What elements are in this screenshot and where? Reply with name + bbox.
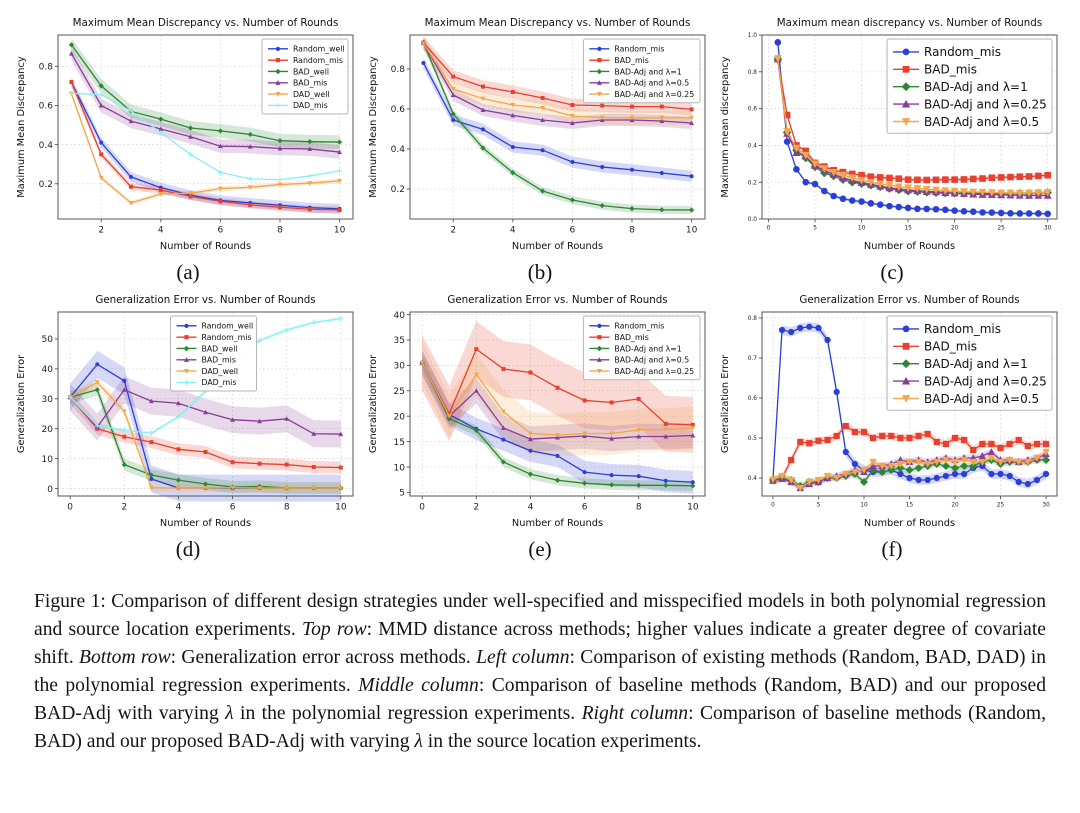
legend xyxy=(262,39,348,114)
x-tick-label: 30 xyxy=(1042,502,1050,509)
y-tick-label: 0.8 xyxy=(38,62,53,73)
caption-text: : Comparison of existing methods (Random, BAD, DAD) in the polynomial regression experiments. xyxy=(34,647,1047,697)
x-tick-label: 4 xyxy=(157,225,164,236)
legend xyxy=(887,39,1052,133)
subplot-label-c: (c) xyxy=(880,260,904,284)
figure-cell-b xyxy=(364,14,716,285)
chart-title: Generalization Error vs. Number of Rounds xyxy=(799,294,1020,306)
caption-italic: λ xyxy=(225,703,234,725)
subplot-label-a: (a) xyxy=(176,260,200,284)
y-tick-label: 0.0 xyxy=(747,217,757,224)
legend-label: BAD_mis xyxy=(201,355,236,365)
legend xyxy=(170,316,256,391)
x-tick-label: 15 xyxy=(905,502,914,509)
figure-cell-f xyxy=(716,291,1068,562)
legend-label: BAD-Adj and λ=0.25 xyxy=(924,374,1047,389)
chart-b-svg xyxy=(366,14,714,254)
x-tick-label: 25 xyxy=(997,225,1005,232)
legend-label: DAD_well xyxy=(292,89,330,99)
x-tick-label: 10 xyxy=(335,502,347,513)
chart-a xyxy=(14,14,362,254)
y-axis-label: Generalization Error xyxy=(16,354,27,454)
y-tick-label: 0.7 xyxy=(747,356,757,363)
legend-label: BAD_mis xyxy=(292,78,328,88)
x-tick-label: 6 xyxy=(217,225,224,236)
legend-label: BAD_mis xyxy=(614,55,649,65)
chart-f-svg xyxy=(718,291,1066,531)
legend-label: DAD_well xyxy=(201,366,239,376)
figure-caption xyxy=(34,588,1046,756)
y-tick-label: 0.6 xyxy=(747,396,757,403)
legend-label: BAD-Adj and λ=1 xyxy=(924,80,1028,95)
y-tick-label: 0.5 xyxy=(747,436,757,443)
figure-cell-a xyxy=(12,14,364,285)
x-tick-label: 2 xyxy=(121,502,128,513)
x-axis-label: Number of Rounds xyxy=(863,518,956,529)
legend-label: BAD_well xyxy=(292,67,330,77)
legend-label: BAD_mis xyxy=(614,332,649,342)
x-tick-label: 25 xyxy=(996,502,1005,509)
caption-text: : MMD distance across methods; higher values indicate a greater degree of covariate shift. xyxy=(34,619,1046,669)
x-axis-label: Number of Rounds xyxy=(159,241,252,252)
y-tick-label: 15 xyxy=(393,437,405,448)
x-tick-label: 6 xyxy=(229,502,236,513)
legend-label: BAD-Adj and λ=0.25 xyxy=(614,89,695,99)
x-tick-label: 8 xyxy=(283,502,290,513)
x-tick-label: 5 xyxy=(813,225,817,232)
subplot-label-e: (e) xyxy=(528,537,552,561)
legend xyxy=(583,39,700,103)
y-tick-label: 10 xyxy=(393,463,405,474)
legend-label: Random_mis xyxy=(924,322,1002,337)
legend-label: BAD-Adj and λ=0.25 xyxy=(924,97,1047,112)
caption-italic: Middle column xyxy=(358,675,479,697)
legend-label: Random_mis xyxy=(614,321,665,331)
y-axis-label: Maximum Mean Discrepancy xyxy=(368,56,379,198)
y-axis-label: Maximum mean discrepancy xyxy=(720,56,731,198)
y-tick-label: 10 xyxy=(41,454,53,465)
subplot-label-f: (f) xyxy=(881,537,903,561)
caption-text: Figure 1: Comparison of different design strategies under well-specified and misspecified models in both polynomial regression and source location experiments. xyxy=(34,591,1046,641)
x-tick-label: 6 xyxy=(569,225,576,236)
x-tick-label: 8 xyxy=(635,502,642,513)
figure-cell-d xyxy=(12,291,364,562)
x-tick-label: 8 xyxy=(629,225,635,236)
y-tick-label: 0.8 xyxy=(747,316,757,323)
legend-label: Random_well xyxy=(201,321,254,331)
x-tick-label: 15 xyxy=(904,225,912,232)
x-tick-label: 10 xyxy=(857,225,866,232)
y-tick-label: 0.4 xyxy=(390,145,405,156)
y-tick-label: 25 xyxy=(393,387,405,398)
legend-label: Random_mis xyxy=(201,332,252,342)
y-tick-label: 0.2 xyxy=(38,180,53,191)
figure-bottom-row xyxy=(0,291,1080,562)
figure-top-row xyxy=(0,14,1080,285)
caption-text: : Comparison of baseline methods (Random, BAD) and our proposed BAD-Adj with varying xyxy=(34,703,1047,753)
y-tick-label: 50 xyxy=(41,335,53,346)
x-tick-label: 0 xyxy=(766,225,771,232)
figure-cell-c xyxy=(716,14,1068,285)
chart-title: Maximum Mean Discrepancy vs. Number of Rounds xyxy=(72,17,339,29)
y-tick-label: 0.2 xyxy=(747,180,757,187)
x-tick-label: 5 xyxy=(816,502,821,509)
x-axis-label: Number of Rounds xyxy=(159,518,252,529)
y-tick-label: 30 xyxy=(41,395,53,406)
legend-label: DAD_mis xyxy=(201,378,237,388)
y-tick-label: 40 xyxy=(393,310,405,321)
legend-label: BAD-Adj and λ=1 xyxy=(614,67,682,77)
x-tick-label: 4 xyxy=(527,502,534,513)
subplot-label-d: (d) xyxy=(175,537,201,561)
legend-label: Random_well xyxy=(292,44,345,54)
y-axis-label: Generalization Error xyxy=(368,354,379,454)
x-tick-label: 10 xyxy=(687,502,699,513)
legend xyxy=(887,316,1052,410)
y-tick-label: 1.0 xyxy=(747,33,757,40)
chart-d-svg xyxy=(14,291,362,531)
legend-label: Random_mis xyxy=(614,44,665,54)
x-tick-label: 2 xyxy=(450,225,457,236)
y-tick-label: 0.4 xyxy=(747,476,757,483)
legend-label: BAD_well xyxy=(201,344,238,354)
chart-d xyxy=(14,291,362,531)
x-tick-label: 4 xyxy=(175,502,182,513)
chart-e xyxy=(366,291,714,531)
x-tick-label: 4 xyxy=(509,225,516,236)
y-tick-label: 0.8 xyxy=(390,65,405,76)
chart-title: Maximum mean discrepancy vs. Number of Rounds xyxy=(776,17,1043,29)
y-tick-label: 0.8 xyxy=(747,69,757,76)
x-tick-label: 30 xyxy=(1043,225,1052,232)
chart-b xyxy=(366,14,714,254)
x-tick-label: 2 xyxy=(473,502,480,513)
chart-e-svg xyxy=(366,291,714,531)
x-axis-label: Number of Rounds xyxy=(863,241,956,252)
chart-title: Generalization Error vs. Number of Rounds xyxy=(447,294,668,306)
legend-label: Random_mis xyxy=(292,55,343,65)
legend-label: BAD-Adj and λ=1 xyxy=(924,357,1028,372)
chart-c xyxy=(718,14,1066,254)
x-tick-label: 10 xyxy=(860,502,868,509)
y-tick-label: 0.4 xyxy=(747,143,757,150)
chart-a-svg xyxy=(14,14,362,254)
x-tick-label: 20 xyxy=(950,225,959,232)
x-tick-label: 6 xyxy=(581,502,588,513)
y-tick-label: 0.6 xyxy=(38,101,53,112)
x-tick-label: 10 xyxy=(685,225,698,236)
y-tick-label: 20 xyxy=(393,412,405,423)
legend-label: BAD_mis xyxy=(924,62,978,77)
legend-label: BAD-Adj and λ=0.5 xyxy=(614,78,690,88)
figure-cell-e xyxy=(364,291,716,562)
x-tick-label: 0 xyxy=(67,502,74,513)
y-tick-label: 0 xyxy=(47,484,53,495)
legend-label: BAD-Adj and λ=1 xyxy=(614,344,682,354)
legend-label: DAD_mis xyxy=(292,101,328,111)
caption-italic: Bottom row xyxy=(79,647,171,669)
x-tick-label: 0 xyxy=(419,502,426,513)
legend-label: BAD_mis xyxy=(924,339,978,354)
chart-c-svg xyxy=(718,14,1066,254)
x-axis-label: Number of Rounds xyxy=(511,241,604,252)
x-axis-label: Number of Rounds xyxy=(511,518,604,529)
caption-text: in the polynomial regression experiments. xyxy=(233,703,582,725)
x-tick-label: 8 xyxy=(277,225,283,236)
caption-italic: Top row xyxy=(302,619,367,641)
chart-title: Generalization Error vs. Number of Rounds xyxy=(95,294,316,306)
caption-italic: Left column xyxy=(476,647,570,669)
legend-label: BAD-Adj and λ=0.5 xyxy=(614,355,690,365)
y-tick-label: 0.6 xyxy=(390,105,405,116)
subplot-label-b: (b) xyxy=(527,260,553,284)
x-tick-label: 10 xyxy=(333,225,346,236)
y-tick-label: 35 xyxy=(393,336,405,347)
legend xyxy=(583,316,700,380)
chart-f xyxy=(718,291,1066,531)
legend-label: BAD-Adj and λ=0.5 xyxy=(924,114,1040,129)
caption-italic: λ xyxy=(414,731,423,753)
x-tick-label: 20 xyxy=(951,502,959,509)
caption-text: in the source location experiments. xyxy=(422,731,702,753)
x-tick-label: 2 xyxy=(98,225,105,236)
chart-title: Maximum Mean Discrepancy vs. Number of Rounds xyxy=(424,17,691,29)
y-axis-label: Generalization Error xyxy=(720,354,731,454)
y-tick-label: 5 xyxy=(399,488,405,499)
y-tick-label: 0.4 xyxy=(38,140,53,151)
y-tick-label: 30 xyxy=(393,361,405,372)
caption-text: : Generalization error across methods. xyxy=(170,647,477,669)
y-tick-label: 0.6 xyxy=(747,106,757,113)
y-axis-label: Maximum Mean Discrepancy xyxy=(16,56,27,198)
legend-label: BAD-Adj and λ=0.25 xyxy=(614,366,695,376)
y-tick-label: 20 xyxy=(41,424,53,435)
y-tick-label: 0.2 xyxy=(390,185,405,196)
y-tick-label: 40 xyxy=(41,365,53,376)
x-tick-label: 0 xyxy=(771,502,775,509)
legend-label: Random_mis xyxy=(924,45,1002,60)
legend-label: BAD-Adj and λ=0.5 xyxy=(924,391,1040,406)
caption-text: : Comparison of baseline methods (Random, BAD) and our proposed BAD-Adj with varying xyxy=(34,675,1046,725)
caption-italic: Right column xyxy=(581,703,689,725)
